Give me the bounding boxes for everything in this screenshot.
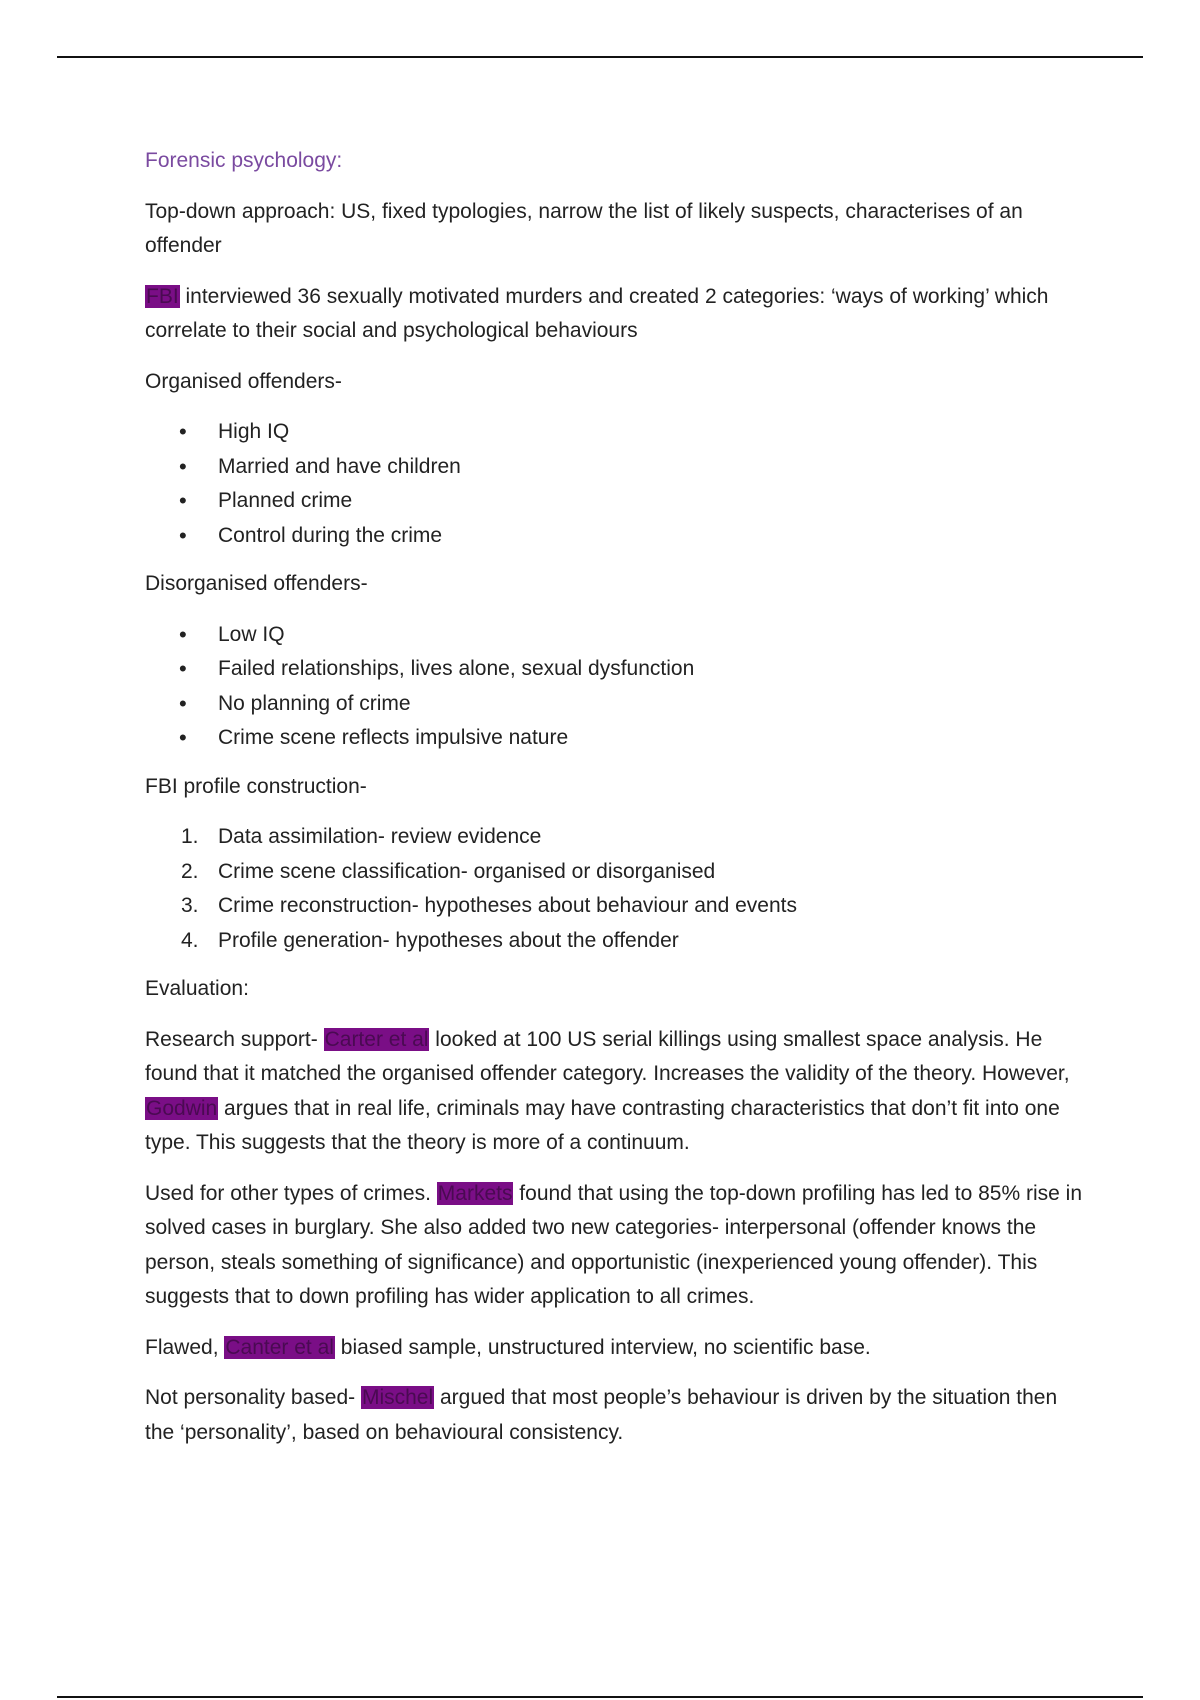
list-item [145,415,1085,450]
list-item-text: Crime scene reflects impulsive nature [218,726,569,749]
bullet-icon: • [179,488,187,513]
bullet-icon: • [179,725,187,750]
list-item [145,450,1085,485]
paragraph-text: argued that most people’s behaviour is driven by the situation then the ‘personality’, based on behavioural consistency. [145,1386,1058,1444]
organised-title: Organised offenders- [145,369,342,393]
bullet-icon: • [179,690,187,716]
evaluation-title: Evaluation: [145,977,249,1000]
bullet-icon: • [179,656,187,681]
list-item [145,855,1085,890]
list-item [145,820,1085,855]
intro-paragraph: Top-down approach: US, fixed typologies, narrow the list of likely suspects, characterises of an offender [145,199,1023,257]
disorganised-list [145,618,1085,756]
list-item-text: Data assimilation- review evidence [218,825,542,848]
construction-list [145,820,1085,958]
footer-rule [57,1696,1143,1698]
list-item [145,721,1085,756]
document-body [145,144,1085,1466]
highlight-fbi: FBI [146,284,179,308]
personality-paragraph [145,1381,1085,1450]
other-crimes-paragraph [145,1177,1085,1315]
list-item-text: Control during the crime [218,523,443,547]
list-item [145,889,1085,924]
highlight-mischel: Mischel [361,1386,434,1409]
list-number: 3. [181,894,199,917]
list-item-text: Crime scene classification- organised or disorganised [218,859,716,883]
disorganised-title: Disorganised offenders- [145,572,368,595]
list-item-text: Profile generation- hypotheses about the offender [218,928,679,952]
fbi-paragraph [145,280,1085,349]
list-item [145,484,1085,519]
paragraph-text: Used for other types of crimes. [145,1181,437,1205]
organised-list [145,415,1085,553]
paragraph-text: biased sample, unstructured interview, no scientific base. [334,1335,871,1359]
list-item-text: High IQ [218,420,290,443]
list-item-text: Planned crime [218,489,353,512]
bullet-icon: • [179,621,187,647]
highlight-godwin: Godwin [146,1096,218,1120]
list-item [145,519,1085,554]
list-item [145,652,1085,687]
list-item [145,618,1085,653]
paragraph-text: Flawed, [145,1335,225,1359]
research-paragraph [145,1023,1085,1161]
document-heading: Forensic psychology: [145,149,343,172]
highlight-carter: Carter et al [324,1027,429,1051]
fbi-paragraph-text: interviewed 36 sexually motivated murders and created 2 categories: ‘ways of working’ which correlate to their social and psychological behaviours [145,284,1049,342]
bullet-icon: • [179,522,187,548]
paragraph-text: looked at 100 US serial killings using smallest space analysis. He found that it matched the organised offender category. Increases the validity of the theory. However, [145,1027,1070,1085]
list-item-text: Married and have children [218,454,461,478]
list-number: 2. [181,859,199,883]
list-item-text: Low IQ [218,622,285,646]
bullet-icon: • [179,419,187,444]
list-number: 4. [181,928,199,952]
list-item [145,924,1085,959]
paragraph-text: argues that in real life, criminals may have contrasting characteristics that don’t fit into one type. This suggests that the theory is more of a continuum. [145,1096,1060,1154]
list-item-text: Crime reconstruction- hypotheses about behaviour and events [218,894,797,917]
bullet-icon: • [179,453,187,479]
highlight-markets: Markets [437,1181,513,1205]
highlight-canter: Canter et al [225,1335,334,1359]
list-item [145,687,1085,722]
header-rule [57,56,1143,58]
list-item-text: No planning of crime [218,691,411,715]
paragraph-text: Research support- [145,1027,324,1051]
list-number: 1. [181,825,199,848]
flawed-paragraph [145,1331,1085,1366]
paragraph-text: Not personality based- [145,1386,361,1409]
paragraph-text: found that using the top-down profiling has led to 85% rise in solved cases in burglary. She also added two new categories- interpersonal (offender knows the person, steals something of significance) and opportunistic (inexperienced young offender). This suggests that to down profiling has wider application to all crimes. [145,1181,1082,1308]
list-item-text: Failed relationships, lives alone, sexual dysfunction [218,657,695,680]
construction-title: FBI profile construction- [145,774,367,798]
